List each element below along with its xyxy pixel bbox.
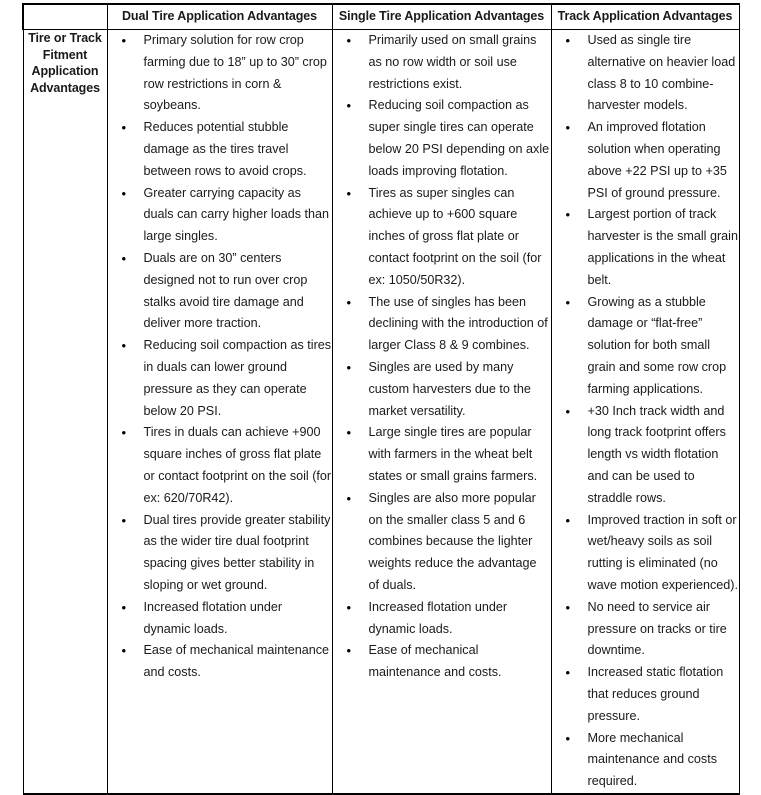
list-item: • +30 Inch track width and long track footprint offers length vs width flotation and can be used to straddle rows.: [584, 401, 739, 510]
list-item: • Reducing soil compaction as super single tires can operate below 20 PSI depending on axle loads improving flotation.: [365, 95, 551, 182]
list-item: • More mechanical maintenance and costs required.: [584, 728, 739, 793]
row-label-line-3: Application: [31, 64, 99, 78]
row-label-line-4: Advantages: [30, 80, 100, 95]
column-header-dual: Dual Tire Application Advantages: [107, 4, 332, 30]
list-item: • Singles are used by many custom harvesters due to the market versatility.: [365, 357, 551, 422]
table-corner-cell: [23, 4, 107, 30]
list-item: • Ease of mechanical maintenance and costs.: [365, 640, 551, 684]
bullet-list-dual: [108, 30, 332, 684]
row-label-fitment-application-advantages: [23, 30, 107, 794]
list-item: • Reducing soil compaction as tires in duals can lower ground pressure as they can operate below 20 PSI.: [140, 335, 332, 422]
advantages-table-container: [22, 3, 738, 795]
row-label-line-2: Fitment: [42, 47, 88, 62]
row-label-line-1: Tire or Track: [28, 31, 102, 45]
list-item: • Largest portion of track harvester is the small grain applications in the wheat belt.: [584, 204, 739, 291]
list-item: • Large single tires are popular with farmers in the wheat belt states or small grains farmers.: [365, 422, 551, 487]
cell-track-advantages: [551, 30, 739, 794]
list-item: • The use of singles has been declining with the introduction of larger Class 8 & 9 combines.: [365, 292, 551, 357]
table-row: [23, 30, 739, 794]
list-item: • Dual tires provide greater stability as the wider tire dual footprint spacing gives better stability in sloping or wet ground.: [140, 510, 332, 597]
list-item: • Primary solution for row crop farming due to 18” up to 30” crop row restrictions in corn & soybeans.: [140, 30, 332, 117]
list-item: • Primarily used on small grains as no row width or soil use restrictions exist.: [365, 30, 551, 95]
list-item: • Increased flotation under dynamic loads.: [365, 597, 551, 641]
tire-track-advantages-table: [22, 3, 740, 795]
bullet-list-single: [333, 30, 551, 684]
list-item: • Singles are also more popular on the smaller class 5 and 6 combines because the lighter weights reduce the advantage of duals.: [365, 488, 551, 597]
list-item: • Tires as super singles can achieve up to +600 square inches of gross flat plate or contact footprint on the soil (for ex: 1050/50R32).: [365, 183, 551, 292]
list-item: • Reduces potential stubble damage as the tires travel between rows to avoid crops.: [140, 117, 332, 182]
column-header-track: Track Application Advantages: [551, 4, 739, 30]
list-item: • Used as single tire alternative on heavier load class 8 to 10 combine-harvester models.: [584, 30, 739, 117]
list-item: • Growing as a stubble damage or “flat-free” solution for both small grain and some row crop farming applications.: [584, 292, 739, 401]
list-item: • Improved traction in soft or wet/heavy soils as soil rutting is eliminated (no wave motion experienced).: [584, 510, 739, 597]
list-item: • Ease of mechanical maintenance and costs.: [140, 640, 332, 684]
table-header-row: [23, 4, 739, 30]
list-item: • Increased static flotation that reduces ground pressure.: [584, 662, 739, 727]
column-header-single: Single Tire Application Advantages: [332, 4, 551, 30]
list-item: • No need to service air pressure on tracks or tire downtime.: [584, 597, 739, 662]
list-item: • Increased flotation under dynamic loads.: [140, 597, 332, 641]
list-item: • Greater carrying capacity as duals can carry higher loads than large singles.: [140, 183, 332, 248]
bullet-list-track: [552, 30, 739, 793]
list-item: • Tires in duals can achieve +900 square inches of gross flat plate or contact footprint on the soil (for ex: 620/70R42).: [140, 422, 332, 509]
list-item: • An improved flotation solution when operating above +22 PSI up to +35 PSI of ground pressure.: [584, 117, 739, 204]
cell-single-tire-advantages: [332, 30, 551, 794]
list-item: • Duals are on 30” centers designed not to run over crop stalks avoid tire damage and deliver more traction.: [140, 248, 332, 335]
cell-dual-tire-advantages: [107, 30, 332, 794]
